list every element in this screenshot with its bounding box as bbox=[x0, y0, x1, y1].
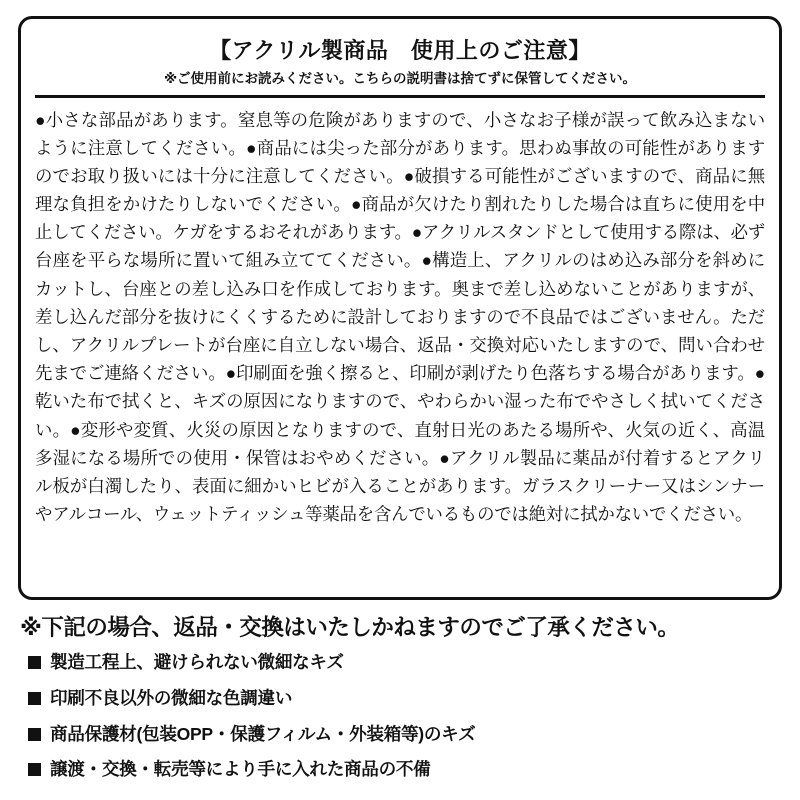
list-item-label: 商品保護材(包装OPP・保護フィルム・外装箱等)のキズ bbox=[50, 723, 476, 744]
square-bullet-icon bbox=[28, 656, 41, 669]
title-divider bbox=[35, 95, 765, 98]
exclusions-section bbox=[18, 614, 782, 782]
list-item bbox=[28, 651, 782, 675]
list-item-label: 譲渡・交換・転売等により手に入れた商品の不備 bbox=[50, 759, 431, 780]
list-item bbox=[28, 723, 782, 747]
notice-title: 【アクリル製商品 使用上のご注意】 bbox=[209, 38, 591, 63]
list-item bbox=[28, 687, 782, 711]
exclusions-list bbox=[18, 651, 782, 782]
square-bullet-icon bbox=[28, 728, 41, 741]
exclusions-heading: ※下記の場合、返品・交換はいたしかねますのでご了承ください。 bbox=[20, 615, 680, 640]
list-item-label: 製造工程上、避けられない微細なキズ bbox=[50, 652, 344, 672]
notice-body-text: ●小さな部品があります。窒息等の危険がありますので、小さなお子様が誤って飲み込まないように注意してください。●商品には尖った部分があります。思わぬ事故の可能性がありますのでお取り扱いには十分に注意してください。●破損する可能性がございますので、商品に無理な負担をかけたりしないでください。●商品が欠けたり割れたりした場合は直ちに使用を中止してください。ケガをするおそれがあります。●アクリルスタンドとして使用する際は、必ず台座を平らな場所に置いて組み立ててください。●構造上、アクリルのはめ込み部分を斜めにカットし、台座との差し込み口を作成しております。奥まで差し込めないことがありますが、差し込んだ部分を抜けにくくするために設計しておりますので不良品ではございません。ただし、アクリルプレートが台座に自立しない場合、返品・交換対応いたしますので、問い合わせ先までご連絡ください。●印刷面を強く擦ると、印刷が剥げたり色落ちする場合があります。●乾いた布で拭くと、キズの原因になりますので、やわらかい湿った布でやさしく拭いてください。●変形や変質、火災の原因となりますので、直射日光のあたる場所や、火気の近く、高温多湿になる場所での使用・保管はおやめください。●アクリル製品に薬品が付着するとアクリル板が白濁したり、表面に細かいヒビが入ることがあります。ガラスクリーナー又はシンナーやアルコール、ウェットティッシュ等薬品を含んでいるものでは絶対に拭かないでください。 bbox=[35, 109, 765, 525]
square-bullet-icon bbox=[28, 763, 41, 776]
list-item-label: 印刷不良以外の微細な色調違い bbox=[50, 687, 293, 708]
notice-subtitle: ※ご使用前にお読みください。こちらの説明書は捨てずに保管してください。 bbox=[163, 70, 637, 86]
acrylic-notice-box bbox=[18, 16, 782, 600]
square-bullet-icon bbox=[28, 692, 41, 705]
list-item bbox=[28, 758, 782, 782]
